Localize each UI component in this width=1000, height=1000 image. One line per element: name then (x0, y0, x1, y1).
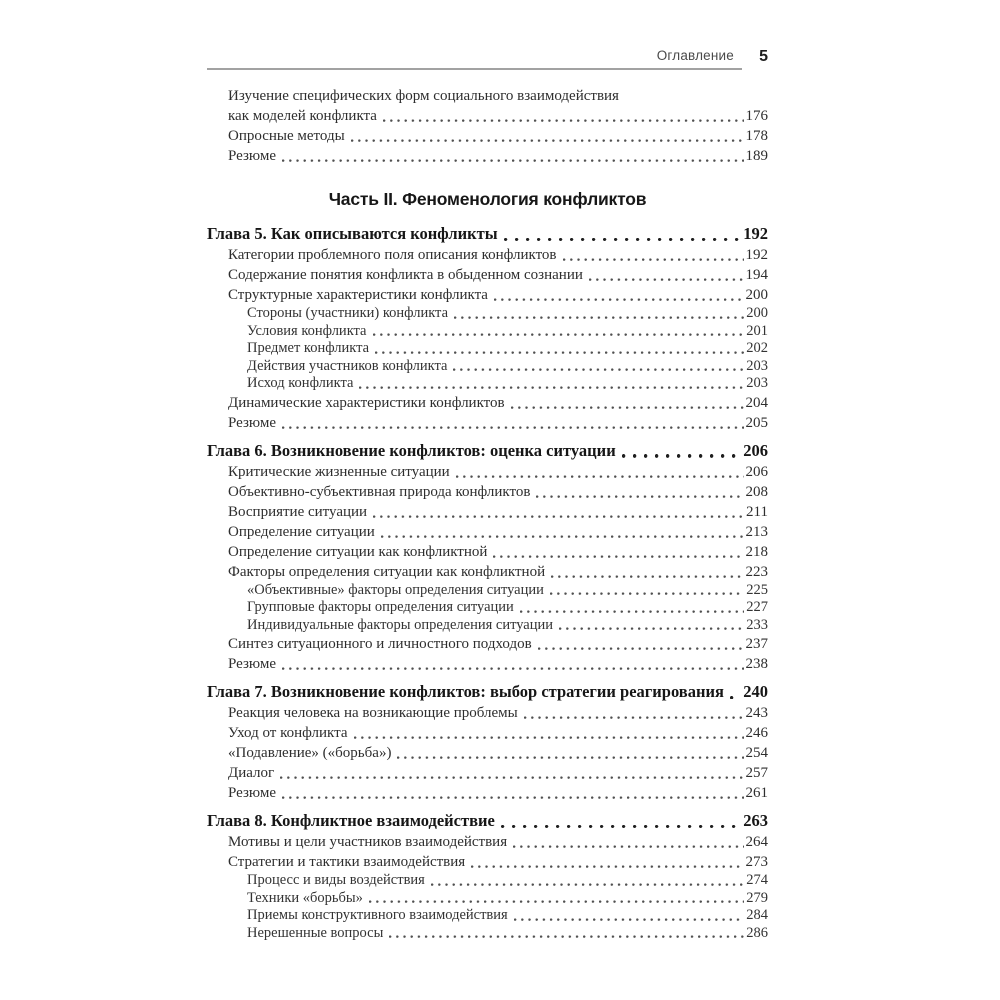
toc-entry-row (207, 305, 768, 323)
leader-dots (431, 883, 744, 886)
toc-entry-title: Предмет конфликта (247, 340, 370, 356)
toc-entry-row (207, 763, 768, 783)
toc-chapter-row (207, 440, 768, 462)
toc-entry-page: 273 (745, 854, 768, 870)
header-rule (207, 48, 742, 70)
leader-dots (550, 592, 744, 595)
leader-dots (282, 796, 743, 799)
toc-entry-row (207, 323, 768, 341)
toc-entry-page: 264 (745, 834, 768, 850)
toc-entry-title: Объективно-субъективная природа конфликтов (228, 483, 531, 500)
leader-dots (383, 119, 744, 122)
toc-entry-page: 204 (745, 394, 768, 411)
toc-chapter-row (207, 223, 768, 245)
toc-entry-title: Изучение специфических форм социального взаимодействия (228, 88, 619, 104)
toc-entry-title: Глава 6. Возникновение конфликтов: оценка ситуации (207, 440, 616, 460)
toc-entry-page: 205 (745, 414, 768, 431)
toc-entry-page: 261 (745, 785, 768, 801)
toc-entry-page: 233 (746, 616, 768, 633)
toc-entry-row (207, 783, 768, 803)
toc-entry-page: 223 (745, 563, 768, 580)
leader-dots (453, 368, 744, 371)
table-of-contents (207, 86, 768, 942)
toc-entry-row (207, 907, 768, 925)
toc-entry-page: 208 (745, 483, 768, 500)
leader-dots (536, 495, 743, 498)
leader-dots (359, 386, 744, 389)
toc-entry-page: 274 (746, 872, 768, 888)
toc-entry-page: 201 (746, 322, 768, 339)
toc-entry-title: Факторы определения ситуации как конфликтной (228, 563, 546, 580)
toc-entry-page: 284 (746, 907, 768, 923)
leader-dots (381, 535, 744, 538)
toc-entry-title: Реакция человека на возникающие проблемы (228, 705, 518, 721)
leader-dots (454, 316, 744, 319)
toc-entry-page: 192 (745, 247, 768, 263)
toc-entry-row (207, 340, 768, 358)
leader-dots (730, 696, 741, 700)
toc-entry-page: 213 (745, 523, 768, 540)
toc-entry-row (207, 890, 768, 908)
leader-dots (524, 716, 744, 719)
toc-entry-row (207, 358, 768, 376)
toc-entry-title: Приемы конструктивного взаимодействия (247, 907, 508, 923)
toc-entry-page: 286 (746, 924, 768, 941)
toc-entry-row (207, 723, 768, 743)
toc-entry-row (207, 703, 768, 723)
toc-chapter-row (207, 681, 768, 703)
leader-dots (511, 406, 744, 409)
leader-dots (589, 278, 744, 281)
toc-entry-title: Групповые факторы определения ситуации (247, 599, 514, 615)
toc-entry-page: 225 (746, 581, 768, 598)
toc-entry-title: Стороны (участники) конфликта (247, 305, 449, 321)
toc-entry-page: 246 (745, 725, 768, 741)
leader-dots (397, 756, 743, 759)
leader-dots (622, 454, 742, 458)
toc-entry-title: «Объективные» факторы определения ситуации (247, 581, 544, 598)
toc-entry-page: 203 (746, 357, 768, 374)
toc-entry-page: 189 (745, 148, 768, 164)
toc-entry-page: 202 (746, 340, 768, 356)
leader-dots (501, 825, 741, 829)
toc-entry-title: Критические жизненные ситуации (228, 463, 450, 480)
toc-entry-row (207, 743, 768, 763)
toc-entry-page: 206 (745, 463, 768, 480)
toc-entry-title: Исход конфликта (247, 375, 354, 391)
toc-entry-title: Уход от конфликта (228, 725, 348, 741)
toc-entry-row (207, 654, 768, 674)
toc-entry-title: Диалог (228, 765, 275, 781)
toc-entry-row (207, 502, 768, 522)
toc-entry-page: 200 (746, 305, 768, 321)
toc-entries (207, 223, 768, 942)
leader-dots (375, 351, 744, 354)
leader-dots (282, 426, 743, 429)
toc-entry-title: Определение ситуации (228, 523, 375, 540)
toc-entry-title: Резюме (228, 414, 277, 431)
toc-entry-row (207, 852, 768, 872)
toc-entry-row (207, 462, 768, 482)
toc-pre-part-entries (207, 86, 768, 166)
leader-dots (369, 900, 744, 903)
toc-entry-row (207, 245, 768, 265)
toc-entry-title: Синтез ситуационного и личностного подходов (228, 636, 532, 652)
leader-dots (559, 627, 744, 630)
toc-entry-page: 237 (745, 636, 768, 652)
toc-entry-title: Индивидуальные факторы определения ситуации (247, 616, 554, 633)
leader-dots (351, 139, 744, 142)
toc-entry-row (207, 872, 768, 890)
toc-entry-title: Нерешенные вопросы (247, 924, 384, 941)
toc-entry-row (207, 375, 768, 393)
leader-dots (494, 298, 744, 301)
leader-dots (354, 736, 744, 739)
toc-entry-page: 192 (743, 224, 768, 243)
leader-dots (282, 159, 743, 162)
toc-entry-title: Содержание понятия конфликта в обыденном сознании (228, 267, 583, 283)
toc-entry-title: Глава 5. Как описываются конфликты (207, 224, 498, 243)
toc-chapter-row (207, 810, 768, 832)
leader-dots (471, 865, 743, 868)
leader-dots (563, 258, 744, 261)
toc-entry-page: 263 (743, 811, 768, 830)
toc-entry-row (207, 86, 768, 106)
toc-entry-page: 243 (745, 705, 768, 721)
toc-entry-page: 238 (745, 656, 768, 672)
toc-entry-page: 254 (745, 745, 768, 761)
header-page-number: 5 (759, 48, 768, 65)
toc-entry-page: 178 (745, 128, 768, 144)
toc-entry-row (207, 617, 768, 635)
leader-dots (551, 575, 743, 578)
toc-entry-row (207, 542, 768, 562)
toc-entry-row (207, 413, 768, 433)
leader-dots (282, 667, 743, 670)
toc-entry-title: Структурные характеристики конфликта (228, 287, 488, 303)
toc-entry-title: Действия участников конфликта (247, 357, 448, 374)
leader-dots (373, 515, 744, 518)
toc-entry-page: 218 (745, 543, 768, 560)
toc-entry-row (207, 482, 768, 502)
toc-entry-title: Глава 8. Конфликтное взаимодействие (207, 811, 495, 830)
leader-dots (538, 647, 744, 650)
leader-dots (373, 333, 745, 336)
header-section-label: Оглавление (656, 48, 734, 63)
leader-dots (493, 555, 743, 558)
toc-entry-page: 206 (743, 440, 768, 460)
toc-entry-title: Мотивы и цели участников взаимодействия (228, 834, 508, 850)
toc-entry-page: 176 (745, 108, 768, 124)
leader-dots (514, 918, 745, 921)
toc-entry-row (207, 634, 768, 654)
toc-entry-row (207, 126, 768, 146)
toc-entry-row (207, 265, 768, 285)
leader-dots (520, 610, 744, 613)
leader-dots (456, 475, 744, 478)
toc-entry-row (207, 925, 768, 943)
toc-entry-page: 279 (746, 889, 768, 906)
toc-entry-page: 200 (745, 287, 768, 303)
toc-entry-row (207, 582, 768, 600)
toc-entry-title: Резюме (228, 785, 277, 801)
toc-entry-page: 257 (745, 765, 768, 781)
toc-entry-title: Условия конфликта (247, 322, 367, 339)
toc-entry-row (207, 832, 768, 852)
toc-entry-title: как моделей конфликта (228, 108, 377, 124)
toc-entry-page: 194 (745, 267, 768, 283)
toc-entry-title: Стратегии и тактики взаимодействия (228, 854, 466, 870)
leader-dots (280, 776, 743, 779)
toc-entry-page: 227 (746, 599, 768, 615)
page-header (207, 48, 768, 70)
toc-entry-title: Опросные методы (228, 128, 345, 144)
toc-entry-page: 240 (743, 682, 768, 701)
toc-entry-row (207, 599, 768, 617)
toc-entry-row (207, 146, 768, 166)
leader-dots (513, 845, 743, 848)
toc-entry-row (207, 106, 768, 126)
toc-entry-title: Техники «борьбы» (247, 889, 363, 906)
toc-entry-title: Определение ситуации как конфликтной (228, 543, 488, 560)
toc-entry-title: Резюме (228, 656, 277, 672)
toc-entry-title: Восприятие ситуации (228, 503, 368, 520)
toc-entry-page: 211 (746, 503, 768, 520)
toc-entry-title: Глава 7. Возникновение конфликтов: выбор стратегии реагирования (207, 682, 724, 701)
part-heading: Часть II. Феноменология конфликтов (328, 189, 647, 209)
toc-entry-title: Процесс и виды воздействия (247, 872, 425, 888)
toc-entry-title: Резюме (228, 148, 277, 164)
toc-entry-row (207, 393, 768, 413)
toc-entry-title: Категории проблемного поля описания конфликтов (228, 247, 557, 263)
toc-entry-row (207, 562, 768, 582)
leader-dots (504, 238, 742, 242)
toc-entry-title: Динамические характеристики конфликтов (228, 394, 505, 411)
toc-entry-page: 203 (746, 375, 768, 391)
leader-dots (389, 935, 744, 938)
leader-dots (625, 99, 766, 102)
toc-entry-title: «Подавление» («борьба») (228, 745, 392, 761)
toc-entry-row (207, 522, 768, 542)
toc-entry-row (207, 285, 768, 305)
